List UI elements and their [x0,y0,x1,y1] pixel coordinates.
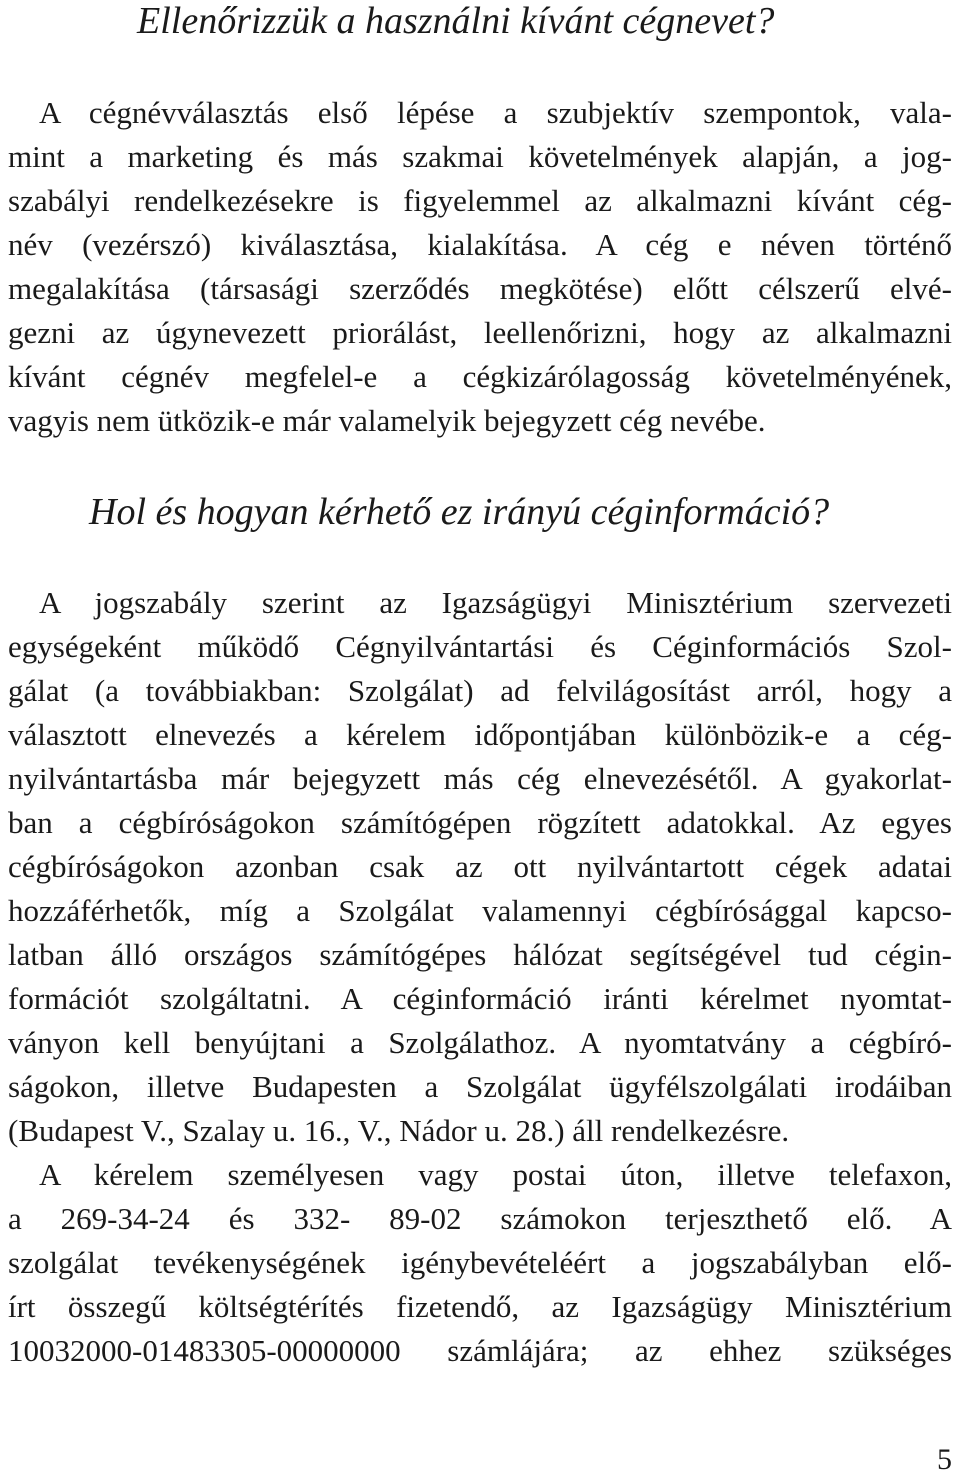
text-line: A jogszabály szerint az Igazságügyi Minisztérium szervezeti [39,585,952,620]
text-line: a 269-34-24 és 332- 89-02 számokon terjeszthető elő. A [8,1201,952,1236]
text-line: választott elnevezés a kérelem időpontjában különbözik-e a cég- [8,717,952,752]
text-line: latban álló országos számítógépes hálózat segítségével tud cégin- [8,937,952,972]
text-line: ványon kell benyújtani a Szolgálathoz. A nyomtatvány a cégbíró- [8,1025,952,1060]
text-line: név (vezérszó) kiválasztása, kialakítása. A cég e néven történő [8,227,952,262]
text-line: 10032000-01483305-00000000 számlájára; az ehhez szükséges [8,1333,952,1368]
text-line: kívánt cégnév megfelel-e a cégkizárólagosság követelményének, [8,359,952,394]
text-line: ságokon, illetve Budapesten a Szolgálat ügyfélszolgálati irodáiban [8,1069,952,1104]
paragraph-company-name-selection [8,91,952,443]
page-number: 5 [937,1443,952,1476]
text-line: cégbíróságokon azonban csak az ott nyilvántartott cégek adatai [8,849,952,884]
text-line: gezni az úgynevezett priorálást, leellenőrizni, hogy az alkalmazni [8,315,952,350]
text-line: szolgálat tevékenységének igénybevételéért a jogszabályban elő- [8,1245,952,1280]
text-line: mint a marketing és más szakmai követelmények alapján, a jog- [8,139,952,174]
text-line: írt összegű költségtérítés fizetendő, az Igazságügy Minisztérium [8,1289,952,1324]
text-line: gálat (a továbbiakban: Szolgálat) ad felvilágosítást arról, hogy a [8,673,952,708]
section-heading-company-name-check: Ellenőrizzük a használni kívánt cégnevet? [137,0,775,42]
text-line: egységeként működő Cégnyilvántartási és Céginformációs Szol- [8,629,952,664]
text-line: megalakítása (társasági szerződés megkötése) előtt célszerű elvé- [8,271,952,306]
text-line: hozzáférhetők, míg a Szolgálat valamennyi cégbírósággal kapcso- [8,893,952,928]
text-line: A cégnévválasztás első lépése a szubjektív szempontok, vala- [39,95,952,130]
text-line: formációt szolgáltatni. A céginformáció iránti kérelmet nyomtat- [8,981,952,1016]
text-line: vagyis nem ütközik-e már valamelyik bejegyzett cég nevébe. [8,403,766,438]
text-line: szabályi rendelkezésekre is figyelemmel az alkalmazni kívánt cég- [8,183,952,218]
text-line: nyilvántartásba már bejegyzett más cég elnevezésétől. A gyakorlat- [8,761,952,796]
paragraph-company-info-service [8,581,952,1373]
text-line: ban a cégbíróságokon számítógépen rögzített adatokkal. Az egyes [8,805,952,840]
text-line: (Budapest V., Szalay u. 16., V., Nádor u. 28.) áll rendelkezésre. [8,1113,790,1148]
text-line: A kérelem személyesen vagy postai úton, illetve telefaxon, [39,1157,952,1192]
section-heading-company-info-request: Hol és hogyan kérhető ez irányú céginformáció? [89,491,830,533]
